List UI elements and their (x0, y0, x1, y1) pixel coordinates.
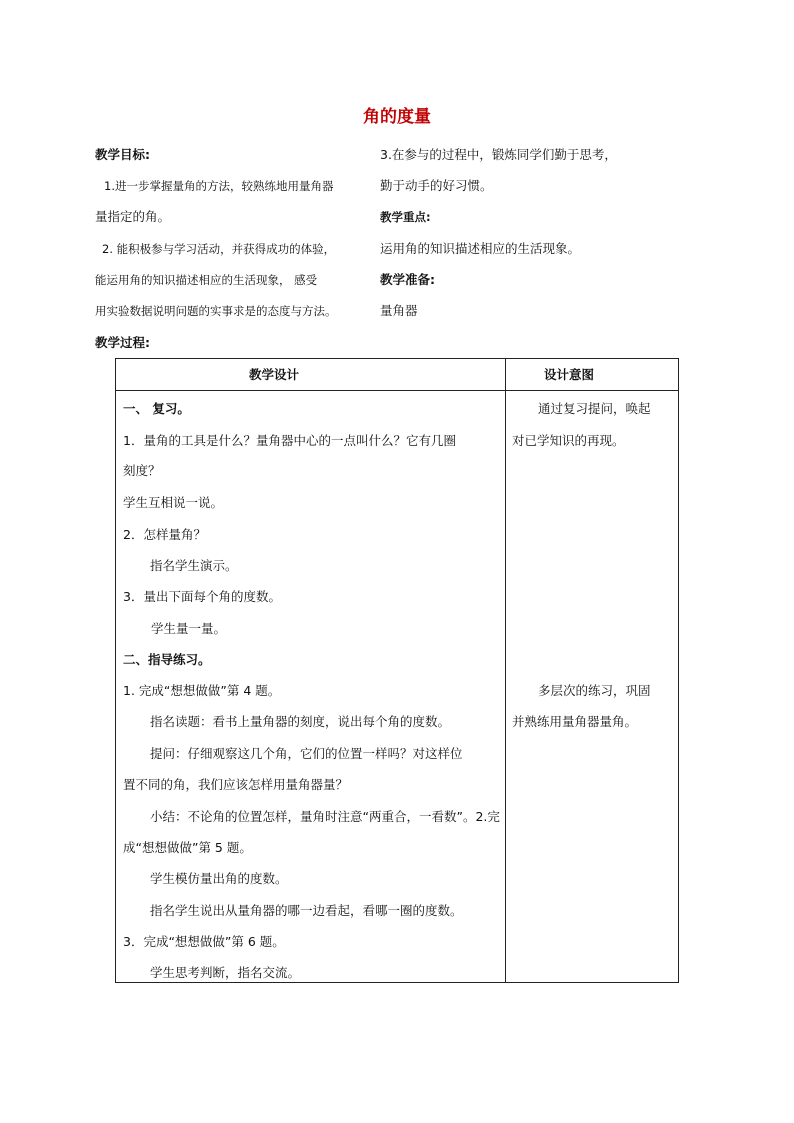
design-line: 指名学生说出从量角器的哪一边看起，看哪一圈的度数。 (150, 903, 463, 918)
goal1-line1: 1.进一步掌握量角的方法，较熟练地用量角器 (104, 179, 334, 193)
design-line: 小结：不论角的位置怎样，量角时注意“两重合，一看数”。2.完 (150, 809, 500, 824)
table-header-row (116, 359, 678, 391)
design-line: 刻度？ (123, 463, 161, 478)
design-line: 置不同的角，我们应该怎样用量角器量？ (123, 777, 349, 792)
key-text: 运用角的知识描述相应的生活现象。 (380, 241, 581, 256)
goal2-line2: 能运用角的知识描述相应的生活现象， 感受 (95, 273, 318, 287)
design-line: 成“想想做做”第 5 题。 (123, 840, 252, 855)
design-line: 3．量出下面每个角的度数。 (123, 589, 281, 604)
prep-heading: 教学准备: (380, 272, 435, 287)
page-title: 角的度量 (363, 107, 431, 127)
design-line: 指名学生演示。 (150, 558, 238, 573)
design-line: 1．量角的工具是什么？量角器中心的一点叫什么？它有几圈 (123, 433, 456, 448)
header-intent: 设计意图 (544, 367, 595, 382)
column-divider (505, 359, 506, 982)
goals-heading: 教学目标: (95, 147, 150, 162)
design-line: 提问：仔细观察这几个角，它们的位置一样吗？对这样位 (150, 746, 463, 761)
intent-line: 对已学知识的再现。 (512, 433, 625, 448)
goal3-line2: 勤于动手的好习惯。 (380, 178, 493, 193)
design-line: 学生思考判断，指名交流。 (150, 965, 301, 980)
goal2-line1: 2. 能积极参与学习活动，并获得成功的体验， (102, 242, 336, 256)
design-line: 3．完成“想想做做”第 6 题。 (123, 934, 285, 949)
goal2-line3: 用实验数据说明问题的实事求是的态度与方法。 (95, 304, 337, 318)
design-line: 学生模仿量出角的度数。 (150, 871, 288, 886)
intent-line: 多层次的练习，巩固 (538, 683, 651, 698)
design-line: 指名读题：看书上量角器的刻度，说出每个角的度数。 (150, 714, 451, 729)
design-line: 2．怎样量角？ (123, 527, 206, 542)
design-line: 学生量一量。 (151, 621, 227, 636)
design-line: 一、 复习。 (123, 401, 190, 416)
goal3-line1: 3.在参与的过程中，锻炼同学们勤于思考， (380, 147, 617, 162)
goal1-line2: 量指定的角。 (95, 209, 171, 224)
intent-line: 通过复习提问，唤起 (538, 401, 651, 416)
key-heading: 教学重点: (380, 210, 431, 224)
design-line: 学生互相说一说。 (123, 495, 224, 510)
intent-line: 并熟练用量角器量角。 (512, 714, 638, 729)
design-line: 1. 完成“想想做做”第 4 题。 (123, 683, 281, 698)
design-line: 二、指导练习。 (123, 652, 211, 667)
prep-text: 量角器 (380, 303, 418, 318)
lesson-table (115, 358, 679, 983)
header-design: 教学设计 (249, 367, 300, 382)
process-heading: 教学过程: (95, 335, 150, 350)
